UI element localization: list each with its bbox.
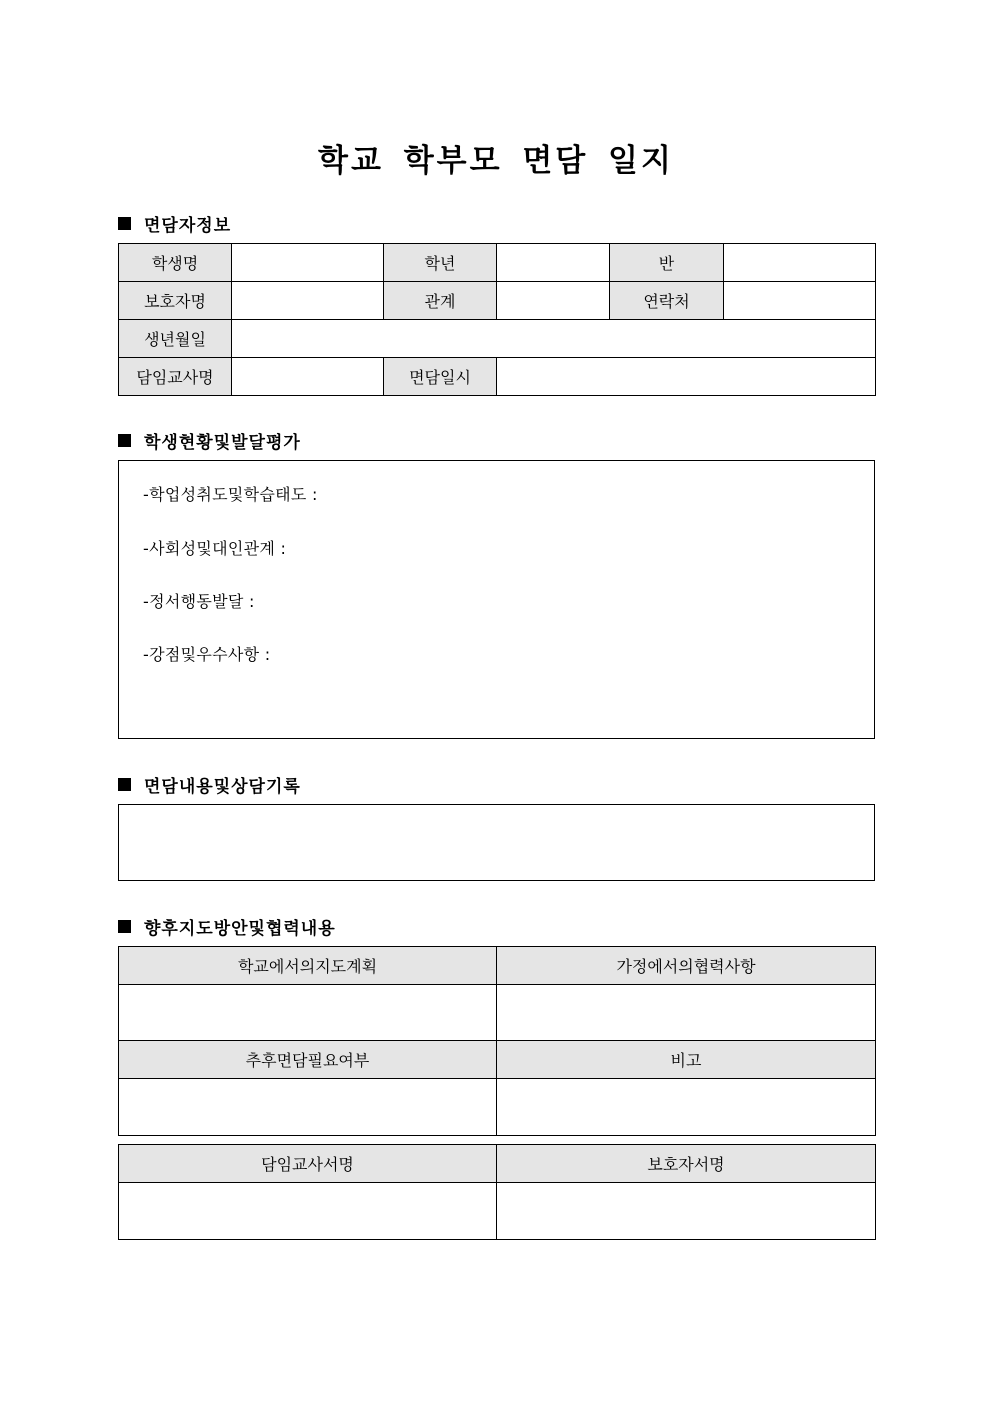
section-heading-label: 학생현황및발달평가 [144, 433, 301, 453]
eval-box[interactable] [118, 460, 875, 739]
meeting-datetime-field[interactable] [497, 358, 876, 396]
guardian-name-label: 보호자명 [119, 282, 232, 320]
guardian-name-field[interactable] [232, 282, 384, 320]
page-title: 학교 학부모 면담 일지 [318, 143, 674, 179]
followup-needed-field[interactable] [119, 1079, 497, 1136]
home-cooperation-label: 가정에서의협력사항 [497, 947, 876, 985]
section-heading-info [118, 211, 231, 236]
grade-label: 학년 [384, 244, 497, 282]
birth-date-label: 생년월일 [119, 320, 232, 358]
square-bullet-icon [118, 920, 131, 933]
teacher-name-label: 담임교사명 [119, 358, 232, 396]
square-bullet-icon [118, 434, 131, 447]
grade-field[interactable] [497, 244, 610, 282]
guardian-signature-field[interactable] [497, 1183, 876, 1240]
teacher-name-field[interactable] [232, 358, 384, 396]
guardian-signature-label: 보호자서명 [497, 1145, 876, 1183]
teacher-signature-field[interactable] [119, 1183, 497, 1240]
remarks-label: 비고 [497, 1041, 876, 1079]
class-field[interactable] [724, 244, 876, 282]
school-plan-field[interactable] [119, 985, 497, 1041]
contact-label: 연락처 [610, 282, 724, 320]
section-heading-label: 향후지도방안및협력내용 [144, 919, 336, 939]
relation-field[interactable] [497, 282, 610, 320]
eval-item-emotional: -정서행동발달 : [143, 592, 255, 611]
section-heading-label: 면담자정보 [144, 216, 232, 236]
square-bullet-icon [118, 217, 131, 230]
followup-needed-label: 추후면담필요여부 [119, 1041, 497, 1079]
birth-date-field[interactable] [232, 320, 876, 358]
section-heading-label: 면담내용및상담기록 [144, 777, 301, 797]
relation-label: 관계 [384, 282, 497, 320]
eval-item-strengths: -강점및우수사항 : [143, 645, 271, 664]
contact-field[interactable] [724, 282, 876, 320]
class-label: 반 [610, 244, 724, 282]
remarks-field[interactable] [497, 1079, 876, 1136]
eval-item-social: -사회성및대인관계 : [143, 539, 287, 558]
home-cooperation-field[interactable] [497, 985, 876, 1041]
section-heading-plan [118, 914, 336, 939]
meeting-datetime-label: 면담일시 [384, 358, 497, 396]
teacher-signature-label: 담임교사서명 [119, 1145, 497, 1183]
student-name-field[interactable] [232, 244, 384, 282]
record-box[interactable] [118, 804, 875, 881]
section-heading-record [118, 772, 301, 797]
student-name-label: 학생명 [119, 244, 232, 282]
school-plan-label: 학교에서의지도계획 [119, 947, 497, 985]
plan-table [118, 946, 876, 1136]
info-table [118, 243, 876, 396]
signature-table [118, 1144, 876, 1240]
square-bullet-icon [118, 778, 131, 791]
section-heading-eval [118, 428, 301, 453]
eval-item-academic: -학업성취도및학습태도 : [143, 485, 318, 504]
